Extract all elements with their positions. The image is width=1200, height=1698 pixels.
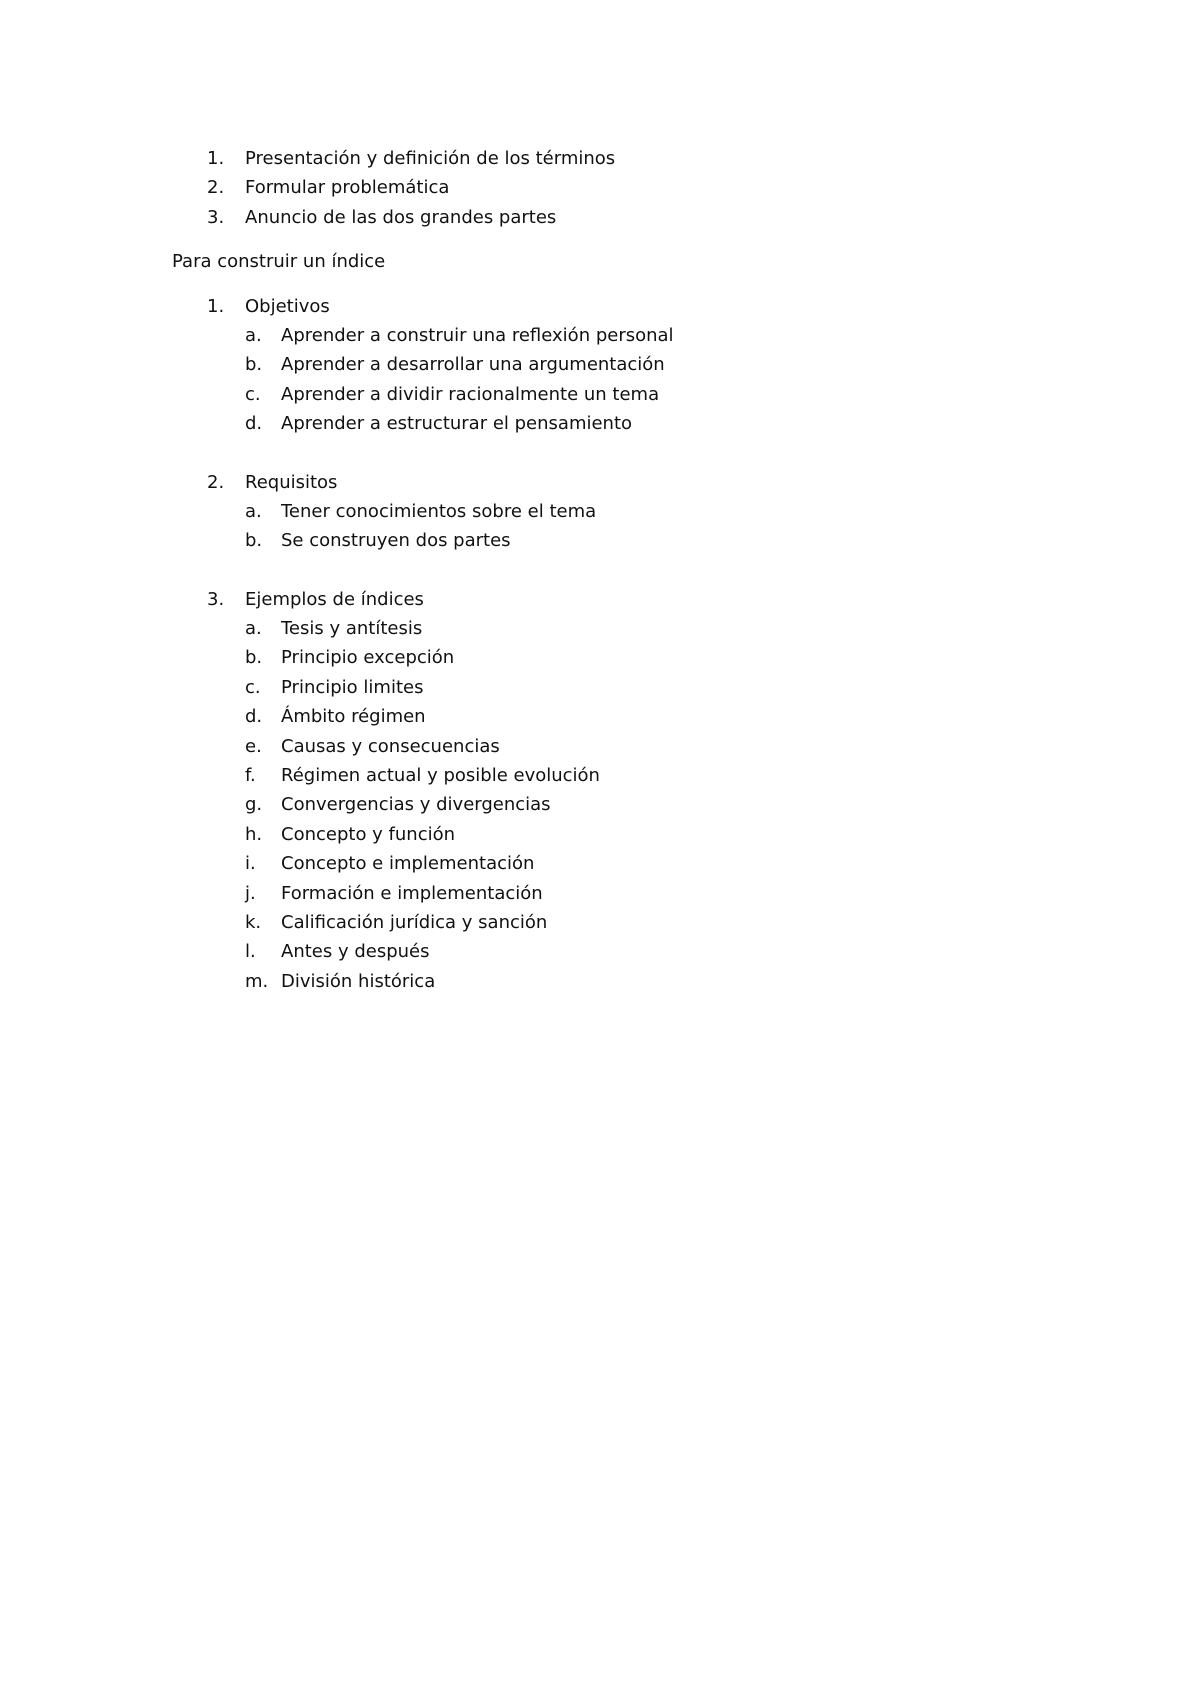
- sub-list: [172, 614, 1072, 996]
- document-content: [172, 144, 1072, 996]
- list-item-text: Anuncio de las dos grandes partes: [245, 206, 557, 228]
- list-item: [172, 497, 1072, 526]
- list-item: [172, 350, 1072, 379]
- list-item: [172, 173, 1072, 202]
- list-item: [172, 937, 1072, 966]
- list-item-text: Formular problemática: [245, 177, 450, 199]
- list-item: [172, 879, 1072, 908]
- list-item-text: Principio limites: [281, 676, 424, 698]
- list-marker: 3.: [207, 206, 225, 228]
- list-marker: g.: [245, 794, 263, 816]
- list-marker: a.: [245, 500, 262, 522]
- body-paragraph: Para construir un índice: [172, 251, 386, 273]
- list-item-text: Convergencias y divergencias: [281, 794, 551, 816]
- list-item-text: Formación e implementación: [281, 882, 543, 904]
- list-item: [172, 702, 1072, 731]
- section-marker: 3.: [207, 588, 225, 610]
- list-marker: c.: [245, 383, 261, 405]
- intro-list: [172, 144, 1072, 232]
- list-item: [172, 643, 1072, 672]
- list-item: [172, 908, 1072, 937]
- list-marker: b.: [245, 354, 263, 376]
- list-marker: j.: [245, 882, 256, 904]
- section-item: [172, 585, 1072, 996]
- list-item: [172, 761, 1072, 790]
- section-item: [172, 468, 1072, 556]
- list-item: [172, 526, 1072, 555]
- section-title: Requisitos: [245, 471, 338, 493]
- list-item: [172, 673, 1072, 702]
- list-marker: i.: [245, 853, 256, 875]
- list-marker: c.: [245, 676, 261, 698]
- list-marker: m.: [245, 970, 269, 992]
- list-item: [172, 732, 1072, 761]
- list-marker: f.: [245, 765, 256, 787]
- section-title: Objetivos: [245, 295, 330, 317]
- list-item-text: Calificación jurídica y sanción: [281, 911, 548, 933]
- list-item: [172, 203, 1072, 232]
- list-item: [172, 144, 1072, 173]
- list-item-text: Aprender a estructurar el pensamiento: [281, 413, 633, 435]
- list-item-text: Tener conocimientos sobre el tema: [281, 500, 597, 522]
- section-title: Ejemplos de índices: [245, 588, 424, 610]
- list-item-text: Concepto e implementación: [281, 853, 535, 875]
- list-item: [172, 849, 1072, 878]
- sub-list: [172, 321, 1072, 439]
- list-item: [172, 380, 1072, 409]
- list-item-text: Se construyen dos partes: [281, 530, 511, 552]
- list-marker: a.: [245, 618, 262, 640]
- list-item: [172, 967, 1072, 996]
- list-item: [172, 409, 1072, 438]
- list-marker: h.: [245, 823, 263, 845]
- list-item-text: Antes y después: [281, 941, 430, 963]
- list-marker: k.: [245, 911, 262, 933]
- list-item-text: Régimen actual y posible evolución: [281, 765, 600, 787]
- section-marker: 1.: [207, 295, 225, 317]
- list-item-text: Ámbito régimen: [281, 706, 426, 728]
- list-marker: d.: [245, 706, 263, 728]
- list-item-text: Concepto y función: [281, 823, 456, 845]
- list-item-text: División histórica: [281, 970, 436, 992]
- list-item: [172, 790, 1072, 819]
- section-item: [172, 292, 1072, 439]
- list-item: [172, 820, 1072, 849]
- list-marker: l.: [245, 941, 256, 963]
- list-marker: b.: [245, 647, 263, 669]
- list-marker: 1.: [207, 148, 225, 169]
- list-marker: 2.: [207, 177, 225, 199]
- list-item-text: Aprender a dividir racionalmente un tema: [281, 383, 660, 405]
- list-item-text: Aprender a desarrollar una argumentación: [281, 354, 665, 376]
- section-ejemplos: [172, 585, 1072, 996]
- list-marker: e.: [245, 735, 262, 757]
- list-item-text: Causas y consecuencias: [281, 735, 500, 757]
- list-item-text: Tesis y antítesis: [281, 618, 423, 640]
- list-item-text: Aprender a construir una reflexión personal: [281, 324, 674, 346]
- list-marker: a.: [245, 324, 262, 346]
- section-marker: 2.: [207, 471, 225, 493]
- list-item: [172, 614, 1072, 643]
- list-item-text: Principio excepción: [281, 647, 455, 669]
- section-requisitos: [172, 468, 1072, 556]
- list-item: [172, 321, 1072, 350]
- list-marker: d.: [245, 413, 263, 435]
- sub-list: [172, 497, 1072, 556]
- list-item-text: Presentación y definición de los términos: [245, 148, 616, 169]
- section-objetivos: [172, 292, 1072, 439]
- list-marker: b.: [245, 530, 263, 552]
